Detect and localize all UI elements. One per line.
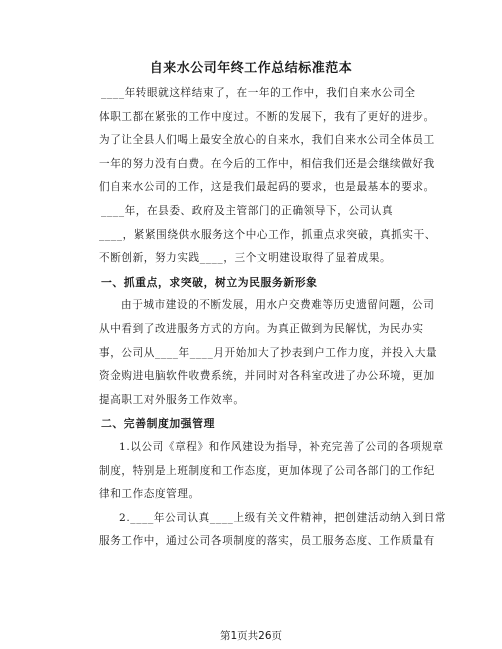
section-heading: 二、完善制度加强管理 [101,417,215,431]
body-line: 资金购进电脑软件收费系统，并同时对各科室改进了办公环境，更加 [99,370,435,383]
body-line: 一年的努力没有白费。在今后的工作中，相信我们还是会继续做好我 [99,157,435,170]
body-line: 由于城市建设的不断发展，用水户交费难等历史遗留问题，公司 [121,299,435,312]
body-line: ____年，在县委、政府及主管部门的正确领导下，公司认真 [101,204,394,217]
body-line: 提高职工对外服务工作效率。 [99,393,245,406]
body-line: 不断创新，努力实践____，三个文明建设取得了显着成果。 [99,252,392,265]
body-line: 律和工作态度管理。 [99,488,200,501]
body-line: 2.____年公司认真____上级有关文件精神，把创建活动纳入到日常 [119,511,447,524]
document-body [99,82,447,554]
body-line: 事，公司从____年____月开始加大了抄表到户工作力度，并投入大量 [99,346,438,359]
body-line: ____年转眼就这样结束了，在一年的工作中，我们自来水公司全 [101,87,416,99]
body-line: 们自来水公司的工作，这是我们最起码的要求，也是最基本的要求。 [99,181,435,194]
document-title: 自来水公司年终工作总结标准范本 [149,61,353,76]
body-line: 从中看到了改进服务方式的方向。为真正做到为民解忧，为民办实 [99,322,424,335]
body-line: 1.以公司《章程》和作风建设为指导，补充完善了公司的各项规章 [119,440,444,453]
body-line: 制度，特别是上班制度和工作态度，更加体现了公司各部门的工作纪 [99,464,435,477]
section-heading: 一、抓重点，求突破，树立为民服务新形象 [101,275,318,289]
body-line: 服务工作中，通过公司各项制度的落实，员工服务态度、工作质量有 [99,535,435,548]
body-line: 为了让全县人们喝上最安全放心的自来水，我们自来水公司全体员工 [99,134,435,147]
body-line: 体职工都在紧张的工作中度过。不断的发展下，我有了更好的进步。 [99,110,435,123]
body-line: ____，紧紧围绕供水服务这个中心工作，抓重点求突破，真抓实干、 [99,228,437,241]
page-footer: 第1页共26页 [219,630,283,642]
